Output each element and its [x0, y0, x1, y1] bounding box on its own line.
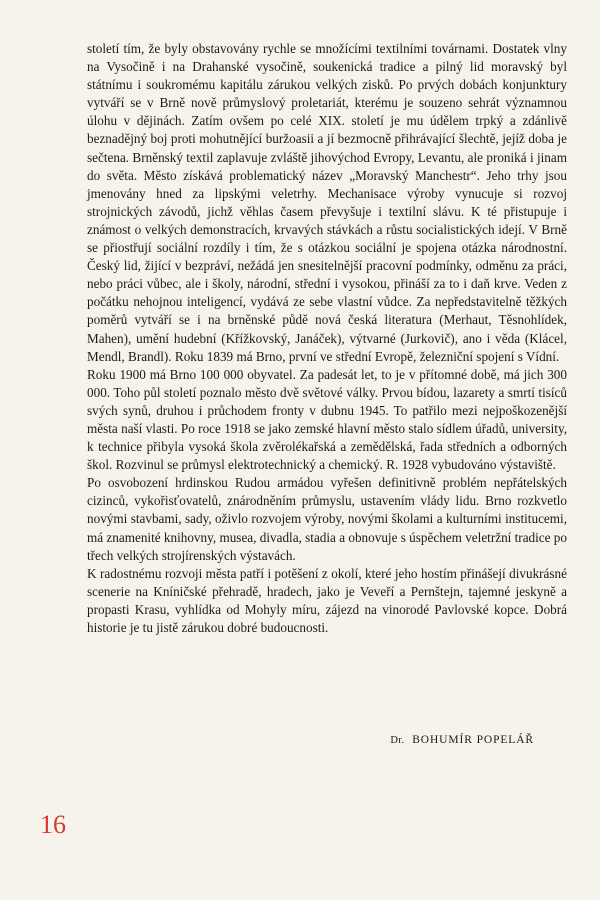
author-title: Dr.	[390, 735, 405, 746]
paragraph-4: K radostnému rozvoji města patří i potěšení z okolí, které jeho hostím přinášejí divukrásné scenerie na Kníničské přehradě, hradech, jako je Veveří a Pernštejn, tajemné jeskyně a propasti Krasu, vyhlídka od Mohyly míru, zájezd na vinorodé Pavlovské kopce. Dobrá historie je tu jistě zárukou dobré budoucnosti.	[87, 565, 567, 635]
paragraph-1: století tím, že byly obstavovány rychle se množícími textilními továrnami. Dostatek vlny na Vysočině i na Drahanské vysočině, soukenická tradice a pilný lid moravský byl státnímu i soukromému kapitálu zárukou velkých zisků. Po prvých dobách konjunktury vytváří se v Brně nově průmyslový proletariát, kterému je souzeno sehrát významnou úlohu v dějinách. Zatím ovšem po celé XIX. století je mu údělem trpký a zdánlivě beznadějný boj proti mohutnějící buržoasii a jí bezmocně přihrávající šlechtě, jejíž doba je sečtena. Brněnský textil zaplavuje zvláště jihovýchod Evropy, Levantu, ale proniká i jinam do světa. Město získává problematický název „Moravský Manchestr“. Jeho trhy jsou jmenovány hned za lipskými veletrhy. Mechanisace výroby vynucuje si rozvoj strojnických závodů, jichž věhlas časem převyšuje i textilní slávu. K té přistupuje i známost o velkých demonstracích, krvavých stávkách a růstu socialistických idejí. V Brně se přiostřují sociální rozdíly i tím, že s otázkou sociální je spojena otázka národnostní. Český lid, žijící v bezpráví, nežádá jen snesitelnější pracovní podmínky, odměnu za práci, nebo práci vůbec, ale i školy, národní, střední i vysokou, přináší za to i daň krve. Veden z počátku nehojnou inteligencí, vydává ze sebe vlastní vůdce. Za nepředstavitelně těžkých poměrů vytváří se i na brněnské půdě nová česká literatura (Merhaut, Těsnohlídek, Mahen), umění hudební (Křížkovský, Janáček), výtvarné (Jurkovič), ano i věda (Klácel, Mendl, Brandl). Roku 1839 má Brno, první ve střední Evropě, železniční spojení s Vídní.	[87, 41, 567, 364]
article-body	[87, 40, 567, 637]
paragraph-2: Roku 1900 má Brno 100 000 obyvatel. Za padesát let, to je v přítomné době, má jich 300 000. Toho půl století poznalo město dvě světové války. Prvou bídou, lazarety a smrtí tisíců svých synů, druhou i průchodem fronty v dubnu 1945. To patřilo mezi nejpoškozenější města naší vlasti. Po roce 1918 se jako zemské hlavní město stalo sídlem úřadů, university, k technice přibyla vysoká škola zvěrolékařská a zemědělská, řada středních a odborných škol. Rozvinul se průmysl elektrotechnický a chemický. R. 1928 vybudováno výstaviště.	[87, 366, 567, 473]
author-signature	[390, 734, 534, 746]
page-number: 16	[40, 810, 66, 839]
paragraph-3: Po osvobození hrdinskou Rudou armádou vyřešen definitivně problém nepřátelských cizinců, vykořisťovatelů, znárodněním průmyslu, ustavením vlády lidu. Brno rozkvetlo novými stavbami, sady, oživlo rozvojem výroby, novými školami a kulturními institucemi, má znamenité knihovny, musea, divadla, stadia a obnovuje s úspěchem veletržní tradice po třech velkých strojírenských výstavách.	[87, 475, 567, 563]
author-name: BOHUMÍR POPELÁŘ	[412, 734, 534, 746]
